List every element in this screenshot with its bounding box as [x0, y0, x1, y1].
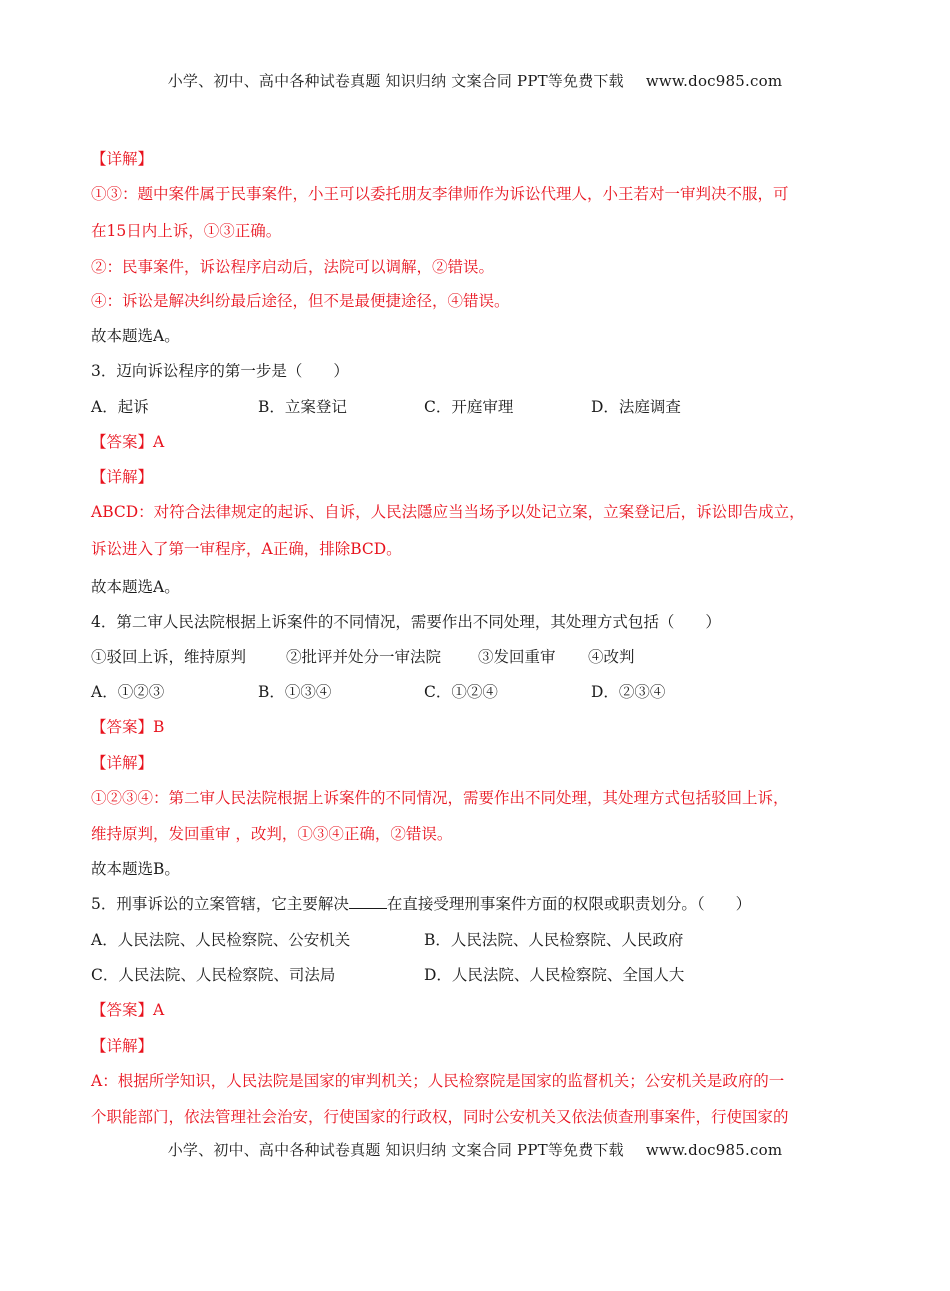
footer-site: www.doc985.com [645, 1141, 783, 1159]
q3-detail-tag: 【详解】 [91, 468, 154, 486]
q5-option-d: D．人民法院、人民检察院、全国人大 [424, 966, 685, 984]
q5-stem-part-2: 在直接受理刑事案件方面的权限或职责划分。（ ） [386, 895, 752, 913]
q3-option-c: C．开庭审理 [424, 398, 514, 416]
q4-conclusion: 故本题选B。 [91, 860, 180, 878]
page-footer [0, 1139, 950, 1160]
q5-option-b: B．人民法院、人民检察院、人民政府 [424, 931, 684, 949]
q4-item-1: ①驳回上诉，维持原判 [91, 648, 247, 666]
q3-answer: 【答案】A [91, 433, 165, 451]
q3-explanation-2: 诉讼进入了第一审程序，A正确，排除BCD。 [91, 540, 402, 558]
header-site: www.doc985.com [645, 72, 783, 90]
q4-item-3: ③发回重审 [478, 648, 556, 666]
q2-explanation-2: ②：民事案件，诉讼程序启动后，法院可以调解，②错误。 [91, 258, 495, 276]
q2-conclusion: 故本题选A。 [91, 327, 180, 345]
q5-blank [349, 894, 387, 909]
q4-option-b: B．①③④ [258, 683, 332, 701]
footer-text: 小学、初中、高中各种试卷真题 知识归纳 文案合同 PPT等免费下载 [167, 1141, 624, 1159]
q5-option-a: A．人民法院、人民检察院、公安机关 [91, 931, 351, 949]
q4-option-d: D．②③④ [591, 683, 666, 701]
q5-option-c: C．人民法院、人民检察院、司法局 [91, 966, 336, 984]
q2-explanation-1a: ①③：题中案件属于民事案件，小王可以委托朋友李律师作为诉讼代理人，小王若对一审判决不服，可 [91, 185, 789, 203]
q3-conclusion: 故本题选A。 [91, 578, 180, 596]
q4-option-c: C．①②④ [424, 683, 498, 701]
page-header [0, 70, 950, 91]
q3-option-a: A．起诉 [91, 398, 149, 416]
q3-explanation-1: ABCD：对符合法律规定的起诉、自诉，人民法隱应当当场予以处记立案，立案登记后，诉讼即告成立， [91, 503, 805, 521]
q2-explanation-1b: 在15日内上诉，①③正确。 [91, 222, 282, 240]
header-text: 小学、初中、高中各种试卷真题 知识归纳 文案合同 PPT等免费下载 [167, 72, 624, 90]
q3-option-d: D．法庭调查 [591, 398, 681, 416]
q5-explanation-2: 个职能部门，依法管理社会治安，行使国家的行政权，同时公安机关又依法侦查刑事案件，行使国家的 [91, 1108, 789, 1126]
q5-answer: 【答案】A [91, 1001, 165, 1019]
q4-stem: 4．第二审人民法院根据上诉案件的不同情况，需要作出不同处理，其处理方式包括（ ） [91, 613, 721, 631]
q5-stem [91, 892, 751, 914]
q4-item-2: ②批评并处分一审法院 [286, 648, 442, 666]
q4-option-a: A．①②③ [91, 683, 165, 701]
q5-detail-tag: 【详解】 [91, 1037, 154, 1055]
q2-explanation-3: ④：诉讼是解决纠纷最后途径，但不是最便捷途径，④错误。 [91, 292, 510, 310]
q4-explanation-1: ①②③④：第二审人民法院根据上诉案件的不同情况，需要作出不同处理，其处理方式包括驳回上诉， [91, 789, 789, 807]
q4-answer: 【答案】B [91, 718, 165, 736]
q4-item-4: ④改判 [588, 648, 635, 666]
q2-detail-tag: 【详解】 [91, 150, 154, 168]
q5-stem-part-1: 5．刑事诉讼的立案管辖，它主要解决 [91, 895, 349, 913]
q3-option-b: B．立案登记 [258, 398, 347, 416]
q5-explanation-1: A：根据所学知识，人民法院是国家的审判机关；人民检察院是国家的监督机关；公安机关是政府的一 [91, 1072, 785, 1090]
q4-detail-tag: 【详解】 [91, 754, 154, 772]
q3-stem: 3．迈向诉讼程序的第一步是（ ） [91, 362, 349, 380]
q4-explanation-2: 维持原判，发回重审 ，改判，①③④正确，②错误。 [91, 825, 453, 843]
